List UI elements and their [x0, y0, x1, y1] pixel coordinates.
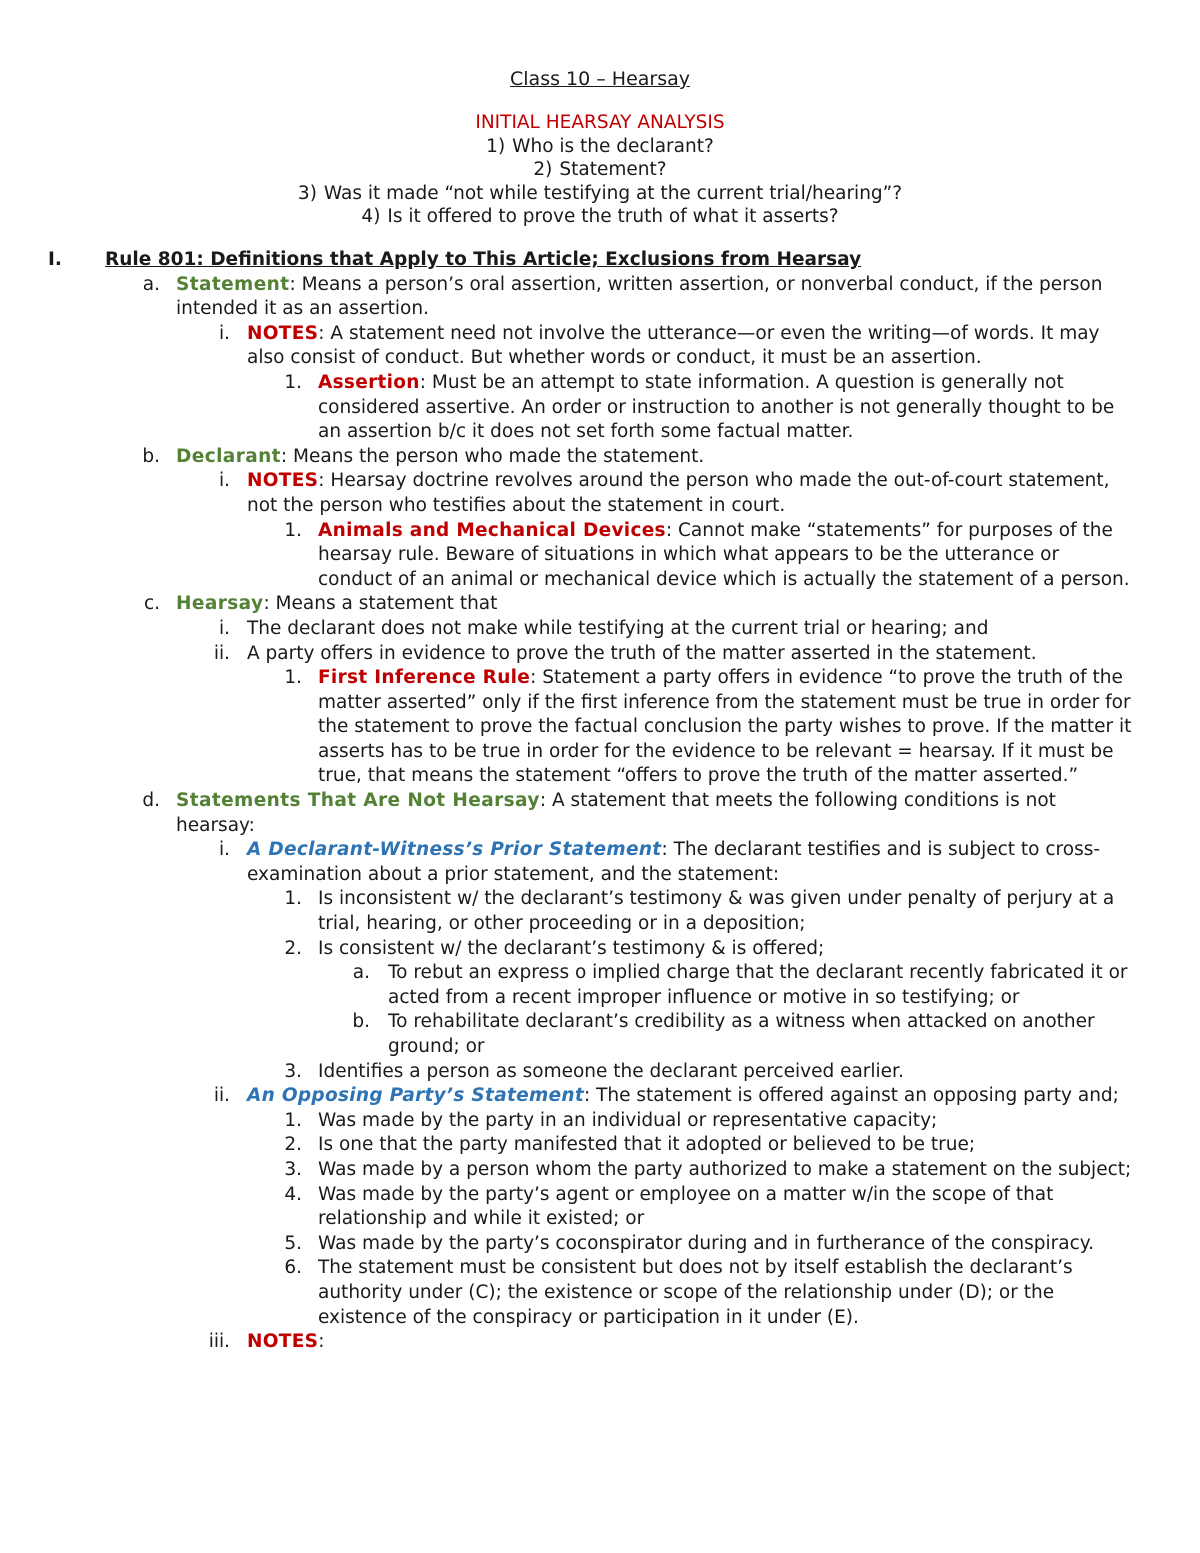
page-title: Class 10 – Hearsay — [510, 68, 690, 90]
term-hearsay: Hearsay — [176, 593, 264, 615]
term-not-hearsay: Statements That Are Not Hearsay — [176, 790, 540, 812]
outline-item: i. The declarant does not make while testifying at the current trial or hearing; and — [218, 617, 989, 639]
section-heading: I. Rule 801: Definitions that Apply to This Article; Exclusions from Hearsay — [48, 249, 862, 270]
outline-item-prior-statement: i. A Declarant-Witness’s Prior Statement: The declarant testifies and is subject to cross-examination about a prior statement, and the statement: — [218, 839, 1101, 885]
outline-item-notes: iii. NOTES: — [208, 1331, 325, 1353]
outline-item: 3. Was made by a person whom the party authorized to make a statement on the subject; — [284, 1158, 1132, 1180]
outline-item: a. To rebut an express o implied charge that the declarant recently fabricated it or acted from a recent improper influence or motive in so testifying; or — [352, 962, 1128, 1008]
term-notes: NOTES — [247, 322, 319, 344]
term-animals-devices: Animals and Mechanical Devices — [318, 519, 666, 541]
outline-item: 1. Is inconsistent w/ the declarant’s testimony & was given under penalty of perjury at a trial, hearing, or other proceeding or in a deposition; — [284, 888, 1115, 935]
term-opposing-party-statement: An Opposing Party’s Statement — [247, 1085, 585, 1107]
outline-item-notes: i. NOTES: Hearsay doctrine revolves around the person who made the out-of-court statement, not the person who testifies about the statement in court. — [218, 470, 1110, 516]
term-assertion: Assertion — [318, 371, 420, 393]
outline-item-assertion: 1. Assertion: Must be an attempt to state information. A question is generally not considered assertive. An order or instruction to another is not generally thought to be an assertion b/c it does not set forth some factual matter. — [284, 371, 1115, 443]
outline-item: 2. Is consistent w/ the declarant’s testimony & is offered; — [284, 937, 825, 959]
outline-item-animals: 1. Animals and Mechanical Devices: Cannot make “statements” for purposes of the hearsay rule. Beware of situations in which what appears to be the utterance or conduct of an animal or mechanical device which is actually the statement of a person. — [284, 519, 1130, 590]
outline-item-opposing-party: ii. An Opposing Party’s Statement: The statement is offered against an opposing party and; — [213, 1085, 1119, 1107]
outline-item-declarant: b. Declarant: Means the person who made the statement. — [142, 445, 705, 467]
term-statement: Statement — [176, 273, 290, 295]
term-notes: NOTES — [247, 1331, 319, 1353]
outline-item-statement: a. Statement: Means a person’s oral assertion, written assertion, or nonverbal conduct, if the person intended it as an assertion. — [142, 273, 1103, 320]
analysis-question: 3) Was it made “not while testifying at the current trial/hearing”? — [297, 182, 903, 204]
outline-item: b. To rehabilitate declarant’s credibility as a witness when attacked on another ground; or — [352, 1011, 1095, 1057]
outline-item-not-hearsay: d. Statements That Are Not Hearsay: A statement that meets the following conditions is not hearsay: — [142, 790, 1056, 836]
analysis-question: 4) Is it offered to prove the truth of what it asserts? — [361, 206, 839, 227]
term-prior-statement: A Declarant-Witness’s Prior Statement — [247, 839, 662, 861]
initial-analysis — [0, 111, 1200, 229]
outline-body — [0, 248, 1200, 1355]
outline-item: ii. A party offers in evidence to prove the truth of the matter asserted in the statement. — [213, 642, 1037, 664]
outline-item-notes: i. NOTES: A statement need not involve the utterance—or even the writing—of words. It may also consist of conduct. But whether words or conduct, it must be an assertion. — [218, 322, 1100, 369]
initial-analysis-heading: INITIAL HEARSAY ANALYSIS — [475, 112, 725, 133]
outline-item-first-inference: 1. First Inference Rule: Statement a party offers in evidence “to prove the truth of the matter asserted” only if the first inference from the statement must be true in order for the statement to prove the factual conclusion the party wishes to prove. If the matter it asserts has to be true in order for the evidence to be relevant = hearsay. If it must be true, that means the statement “offers to prove the truth of the matter asserted.” — [284, 667, 1132, 787]
outline-item: 1. Was made by the party in an individual or representative capacity; — [284, 1109, 938, 1131]
outline-item: 4. Was made by the party’s agent or employee on a matter w/in the scope of that relationship and while it existed; or — [284, 1183, 1054, 1230]
analysis-question: 2) Statement? — [533, 159, 667, 180]
term-first-inference-rule: First Inference Rule — [318, 667, 531, 689]
outline-item: 3. Identifies a person as someone the declarant perceived earlier. — [284, 1060, 904, 1082]
term-declarant: Declarant — [176, 445, 281, 467]
outline-item-hearsay: c. Hearsay: Means a statement that — [143, 593, 498, 615]
outline-item: 5. Was made by the party’s coconspirator during and in furtherance of the conspiracy. — [284, 1232, 1094, 1254]
outline-item: 2. Is one that the party manifested that it adopted or believed to be true; — [284, 1134, 976, 1156]
term-notes: NOTES — [247, 470, 319, 492]
outline-item: 6. The statement must be consistent but does not by itself establish the declarant’s authority under (C); the existence or scope of the relationship under (D); or the existence of the conspiracy or participation in it under (E). — [284, 1257, 1073, 1328]
analysis-question: 1) Who is the declarant? — [486, 135, 714, 157]
